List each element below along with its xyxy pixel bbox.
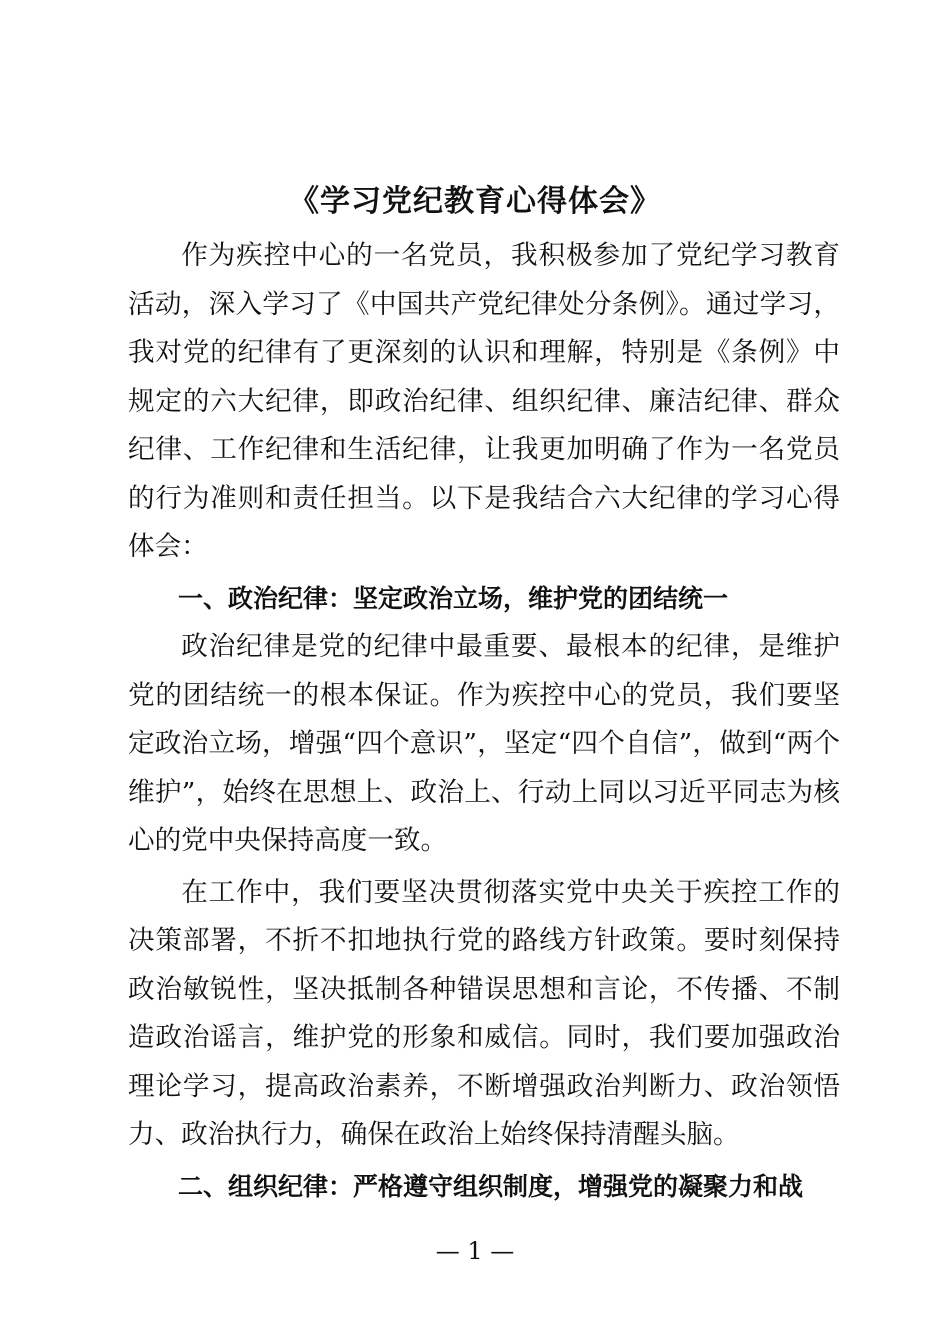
political-paragraph-2: 在工作中，我们要坚决贯彻落实党中央关于疾控工作的决策部署，不折不扣地执行党的路线方针政策。要时刻保持政治敏锐性，坚决抵制各种错误思想和言论，不传播、不制造政治谣言，维护党的形象和威信。同时，我们要加强政治理论学习，提高政治素养，不断增强政治判断力、政治领悟力、政治执行力，确保在政治上始终保持清醒头脑。 [128, 876, 840, 1150]
political-paragraph-1: 政治纪律是党的纪律中最重要、最根本的纪律，是维护党的团结统一的根本保证。作为疾控中心的党员，我们要坚定政治立场，增强“四个意识”，坚定“四个自信”，做到“两个维护”，始终在思想上、政治上、行动上同以习近平同志为核心的党中央保持高度一致。 [128, 631, 840, 856]
intro-paragraph: 作为疾控中心的一名党员，我积极参加了党纪学习教育活动，深入学习了《中国共产党纪律处分条例》。通过学习，我对党的纪律有了更深刻的认识和理解，特别是《条例》中规定的六大纪律，即政治纪律、组织纪律、廉洁纪律、群众纪律、工作纪律和生活纪律，让我更加明确了作为一名党员的行为准则和责任担当。以下是我结合六大纪律的学习心得体会： [128, 240, 840, 562]
page-number: — 1 — [435, 1237, 515, 1265]
document-body [128, 232, 840, 1211]
section-heading-political: 一、政治纪律：坚定政治立场，维护党的团结统一 [178, 583, 729, 613]
section-heading-organizational: 二、组织纪律：严格遵守组织制度，增强党的凝聚力和战 [178, 1171, 804, 1201]
document-title: 《学习党纪教育心得体会》 [289, 184, 661, 219]
